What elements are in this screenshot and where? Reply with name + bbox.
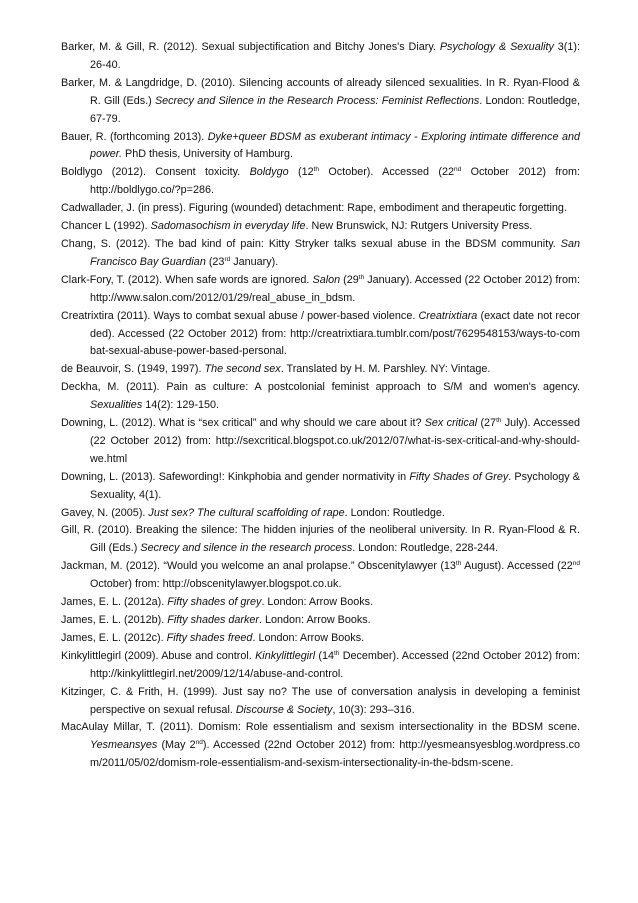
reference-text: Kitzinger, C. & Frith, H. (1999). Just say no? The use of conversation analysis in developing a feminist perspective on sexual refusal. xyxy=(61,685,580,716)
reference-entry xyxy=(61,361,580,379)
reference-text: October 2012) from: http://boldlygo.co/?p=286. xyxy=(90,166,580,197)
ordinal-suffix: rd xyxy=(224,255,231,263)
reference-text: MacAulay Millar, T. (2011). Domism: Role essentialism and sexism intersectionality in the BDSM scene. xyxy=(61,721,580,734)
ordinal-suffix: th xyxy=(496,417,502,425)
italic-title: San Francisco Bay Guardian xyxy=(90,237,580,268)
reference-text: Chancer L (1992). xyxy=(61,220,151,233)
reference-entry xyxy=(61,684,580,720)
reference-text: August). Accessed (22 xyxy=(461,560,573,573)
reference-text: Bauer, R. (forthcoming 2013). xyxy=(61,130,208,143)
italic-title: Boldygo xyxy=(249,166,289,179)
reference-text: January). xyxy=(230,255,279,268)
ordinal-suffix: th xyxy=(313,166,320,174)
italic-title: Just sex? The cultural scaffolding of rape xyxy=(148,506,345,519)
reference-text: Barker, M. & Gill, R. (2012). Sexual subjectification and Bitchy Jones's Diary. xyxy=(61,41,440,53)
italic-title: Kinkylittlegirl xyxy=(255,649,316,662)
reference-text: Gavey, N. (2005). xyxy=(61,506,149,519)
reference-text: James, E. L. (2012a). xyxy=(61,596,168,609)
reference-entry xyxy=(61,129,580,165)
reference-entry xyxy=(61,469,580,505)
reference-text: (12 xyxy=(288,166,314,179)
reference-entry xyxy=(61,612,580,630)
reference-text: October) from: http://obscenitylawyer.blogspot.co.uk. xyxy=(90,578,342,591)
reference-entry xyxy=(61,75,580,129)
italic-title: Discourse & Society xyxy=(235,703,333,716)
reference-entry xyxy=(61,522,580,558)
ordinal-suffix: nd xyxy=(453,166,462,174)
reference-text: James, E. L. (2012c). xyxy=(61,631,167,644)
reference-text: December). Accessed (22nd October 2012) from: http://kinkylittlegirl.net/2009/12/14/abuse-and-control. xyxy=(90,649,580,680)
ordinal-suffix: th xyxy=(358,273,365,281)
reference-text: . Translated by H. M. Parshley. NY: Vintage. xyxy=(280,363,491,376)
reference-text: Barker, M. & Langdridge, D. (2010). Silencing accounts of already silenced sexualities. In R. Ryan-Flood & R. Gill (Eds.) xyxy=(61,76,580,107)
italic-title: Fifty shades freed xyxy=(166,631,253,644)
italic-title: Salon xyxy=(312,273,341,286)
reference-text: 3(1): 26-40. xyxy=(90,41,581,71)
reference-text: James, E. L. (2012b). xyxy=(61,614,168,626)
ordinal-suffix: th xyxy=(334,649,340,657)
reference-entry xyxy=(61,719,580,773)
reference-text: . London: Routledge, 67-79. xyxy=(90,94,580,125)
italic-title: Creatrixtiara xyxy=(418,309,478,322)
ordinal-suffix: nd xyxy=(195,739,203,747)
reference-text: . London: Routledge. xyxy=(344,506,445,519)
reference-text: Chang, S. (2012). The bad kind of pain: Kitty Stryker talks sexual abuse in the BDSM community. xyxy=(61,237,561,250)
reference-text: (23 xyxy=(205,255,225,268)
italic-title: Secrecy and Silence in the Research Process: Feminist Reflections xyxy=(154,94,480,107)
reference-text: Downing, L. (2013). Safewording!: Kinkphobia and gender normativity in xyxy=(61,470,410,483)
reference-text: Boldlygo (2012). Consent toxicity. xyxy=(61,166,250,179)
reference-text: . Psychology & Sexuality, 4(1). xyxy=(90,470,581,501)
reference-text: ). Accessed (22nd October 2012) from: http://yesmeansyesblog.wordpress.com/2011/05/02/domism-role-essentialism-and-sexism-intersectionality-in-the-bdsm-scene. xyxy=(90,739,580,770)
reference-list xyxy=(61,39,580,773)
reference-text: January). Accessed (22 October 2012) from: http://www.salon.com/2012/01/29/real_abuse_in_bdsm. xyxy=(90,273,581,304)
reference-text: October). Accessed (22 xyxy=(319,166,454,179)
reference-text: . London: Arrow Books. xyxy=(261,596,374,609)
reference-text: . London: Arrow Books. xyxy=(252,631,365,644)
reference-entry xyxy=(61,218,580,236)
reference-text: (May 2 xyxy=(157,739,196,752)
reference-entry xyxy=(61,630,580,648)
reference-entry xyxy=(61,200,580,218)
reference-text: PhD thesis, University of Hamburg. xyxy=(122,148,294,161)
italic-title: Dyke+queer BDSM as exuberant intimacy - Exploring intimate difference and power. xyxy=(90,130,580,161)
italic-title: Psychology & Sexuality xyxy=(439,41,554,53)
reference-text: (exact date not recorded). Accessed (22 October 2012) from: http://creatrixtiara.tumblr.com/post/7629548153/ways-to-combat-sexual-abuse-power-based-personal. xyxy=(90,309,580,358)
reference-text: de Beauvoir, S. (1949, 1997). xyxy=(61,363,205,376)
reference-text: Cadwallader, J. (in press). Figuring (wounded) detachment: Rape, embodiment and therapeutic forgetting. xyxy=(61,202,567,215)
ordinal-suffix: th xyxy=(455,560,462,568)
reference-text: Creatrixtira (2011). Ways to combat sexual abuse / power-based violence. xyxy=(61,309,419,322)
italic-title: Sexualities xyxy=(90,399,143,412)
reference-entry xyxy=(61,558,580,594)
reference-entry xyxy=(61,505,580,523)
reference-entry xyxy=(61,272,580,308)
reference-text: July). Accessed (22 October 2012) from: http://sexcritical.blogspot.co.uk/2012/07/what-is-sex-critical-and-why-should-we.html xyxy=(90,417,581,465)
reference-text: 14(2): 129-150. xyxy=(142,399,220,412)
reference-entry xyxy=(61,415,580,469)
reference-text: Clark-Fory, T. (2012). When safe words are ignored. xyxy=(61,273,313,286)
reference-entry xyxy=(61,39,580,75)
italic-title: Yesmeansyes xyxy=(90,739,158,752)
reference-text: (29 xyxy=(340,273,359,286)
italic-title: Sadomasochism in everyday life xyxy=(150,220,306,233)
italic-title: The second sex xyxy=(204,363,281,376)
reference-entry xyxy=(61,648,580,684)
italic-title: Fifty shades of grey xyxy=(167,596,262,609)
italic-title: Sex critical xyxy=(424,417,478,430)
reference-text: (27 xyxy=(477,417,497,430)
reference-text: Gill, R. (2010). Breaking the silence: The hidden injuries of the neoliberal university. In R. Ryan-Flood & R. Gill (Eds.) xyxy=(61,524,580,555)
reference-entry xyxy=(61,594,580,612)
reference-text: Downing, L. (2012). What is “sex critical” and why should we care about it? xyxy=(61,417,425,430)
reference-text: Deckha, M. (2011). Pain as culture: A postcolonial feminist approach to S/M and women's agency. xyxy=(61,381,580,394)
reference-text: . New Brunswick, NJ: Rutgers University Press. xyxy=(305,220,533,233)
italic-title: Fifty Shades of Grey xyxy=(409,470,509,483)
reference-entry xyxy=(61,379,580,415)
reference-text: (14 xyxy=(315,649,334,662)
reference-text: Kinkylittlegirl (2009). Abuse and control. xyxy=(61,649,256,662)
reference-text: , 10(3): 293–316. xyxy=(332,703,415,716)
ordinal-suffix: nd xyxy=(572,560,580,568)
italic-title: Fifty shades darker xyxy=(167,614,260,626)
reference-text: . London: Routledge, 228-244. xyxy=(352,542,499,555)
reference-text: Jackman, M. (2012). “Would you welcome an anal prolapse.” Obscenitylawyer (13 xyxy=(61,560,456,573)
reference-text: . London: Arrow Books. xyxy=(259,614,371,626)
reference-entry xyxy=(61,308,580,362)
reference-entry xyxy=(61,164,580,200)
italic-title: Secrecy and silence in the research process xyxy=(140,542,353,555)
reference-entry xyxy=(61,236,580,272)
